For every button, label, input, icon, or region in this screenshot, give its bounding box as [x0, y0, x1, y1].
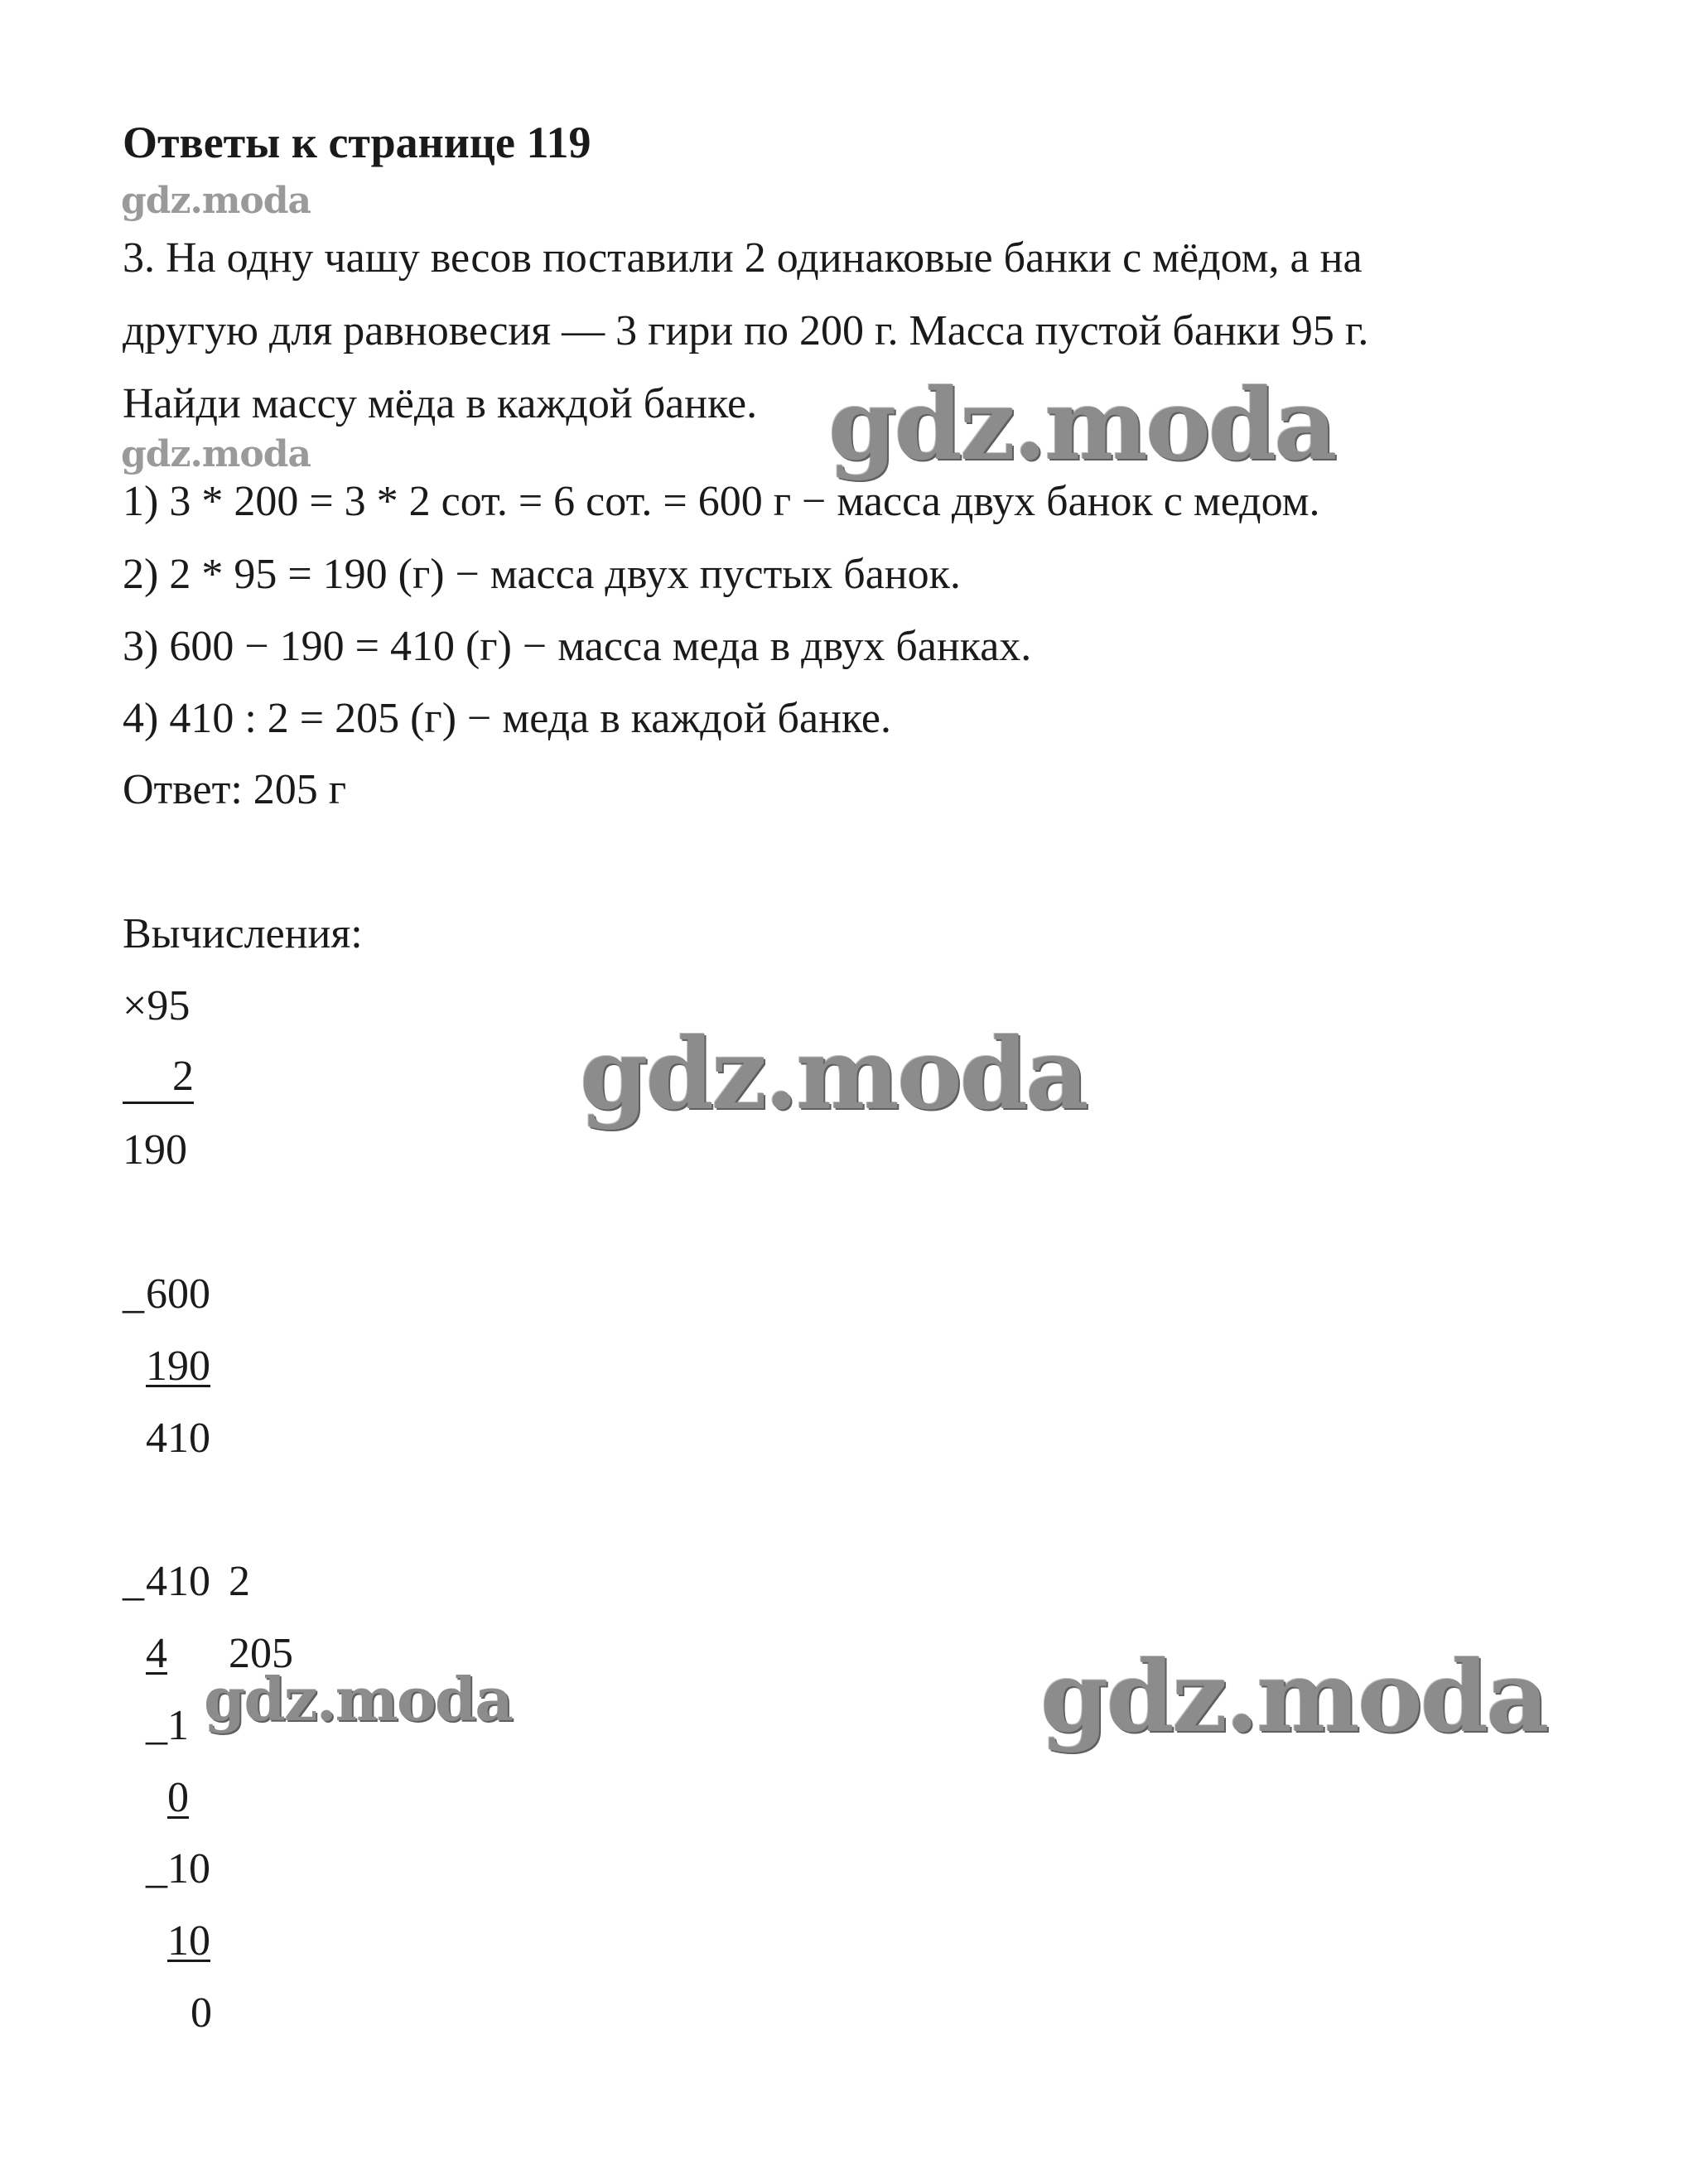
solution-step-2: 2) 2 * 95 = 190 (г) − масса двух пустых банок.	[123, 551, 961, 598]
answer-line: Ответ: 205 г	[123, 766, 347, 813]
division-dividend: 410	[146, 1558, 210, 1605]
subtraction-bottom: 190	[146, 1343, 210, 1390]
division-minus-sign: _	[123, 1558, 144, 1605]
division-step-subtrahend: 0	[167, 1774, 189, 1821]
division-minus-sign: _	[146, 1702, 167, 1749]
subtraction-minus-sign: _	[123, 1270, 144, 1318]
problem-line-3: Найди массу мёда в каждой банке.	[123, 380, 758, 427]
watermark-logo: gdz.moda	[121, 433, 311, 475]
watermark-logo: gdz.moda	[204, 1664, 512, 1734]
division-step-remainder: 10	[167, 1845, 210, 1892]
solution-step-4: 4) 410 : 2 = 205 (г) − меда в каждой банке.	[123, 695, 891, 742]
division-minus-sign: _	[146, 1845, 167, 1892]
watermark-logo: gdz.moda	[828, 367, 1335, 482]
division-divisor: 2	[229, 1558, 250, 1605]
solution-step-3: 3) 600 − 190 = 410 (г) − масса меда в двух банках.	[123, 623, 1032, 670]
problem-line-2: другую для равновесия — 3 гири по 200 г. Масса пустой банки 95 г.	[123, 307, 1369, 354]
page-heading: Ответы к странице 119	[123, 118, 591, 167]
watermark-logo: gdz.moda	[580, 1016, 1087, 1131]
division-step-remainder: 1	[167, 1702, 189, 1749]
division-step-subtrahend: 10	[167, 1917, 210, 1965]
watermark-logo: gdz.moda	[121, 180, 311, 222]
division-step-subtrahend: 4	[146, 1630, 167, 1677]
subtraction-result: 410	[146, 1415, 210, 1462]
division-quotient: 205	[229, 1630, 293, 1677]
multiplication-result: 190	[123, 1126, 187, 1174]
solution-step-1: 1) 3 * 200 = 3 * 2 сот. = 6 сот. = 600 г − масса двух банок с медом.	[123, 478, 1320, 525]
watermark-logo: gdz.moda	[1040, 1639, 1547, 1754]
problem-line-1: 3. На одну чашу весов поставили 2 одинаковые банки с мёдом, а на	[123, 234, 1363, 282]
calculations-label: Вычисления:	[123, 910, 363, 957]
multiplication-bottom: 2	[123, 1052, 194, 1104]
multiplication-top: ×95	[123, 982, 191, 1029]
division-final-remainder: 0	[191, 1989, 212, 2037]
subtraction-top: 600	[146, 1270, 210, 1318]
